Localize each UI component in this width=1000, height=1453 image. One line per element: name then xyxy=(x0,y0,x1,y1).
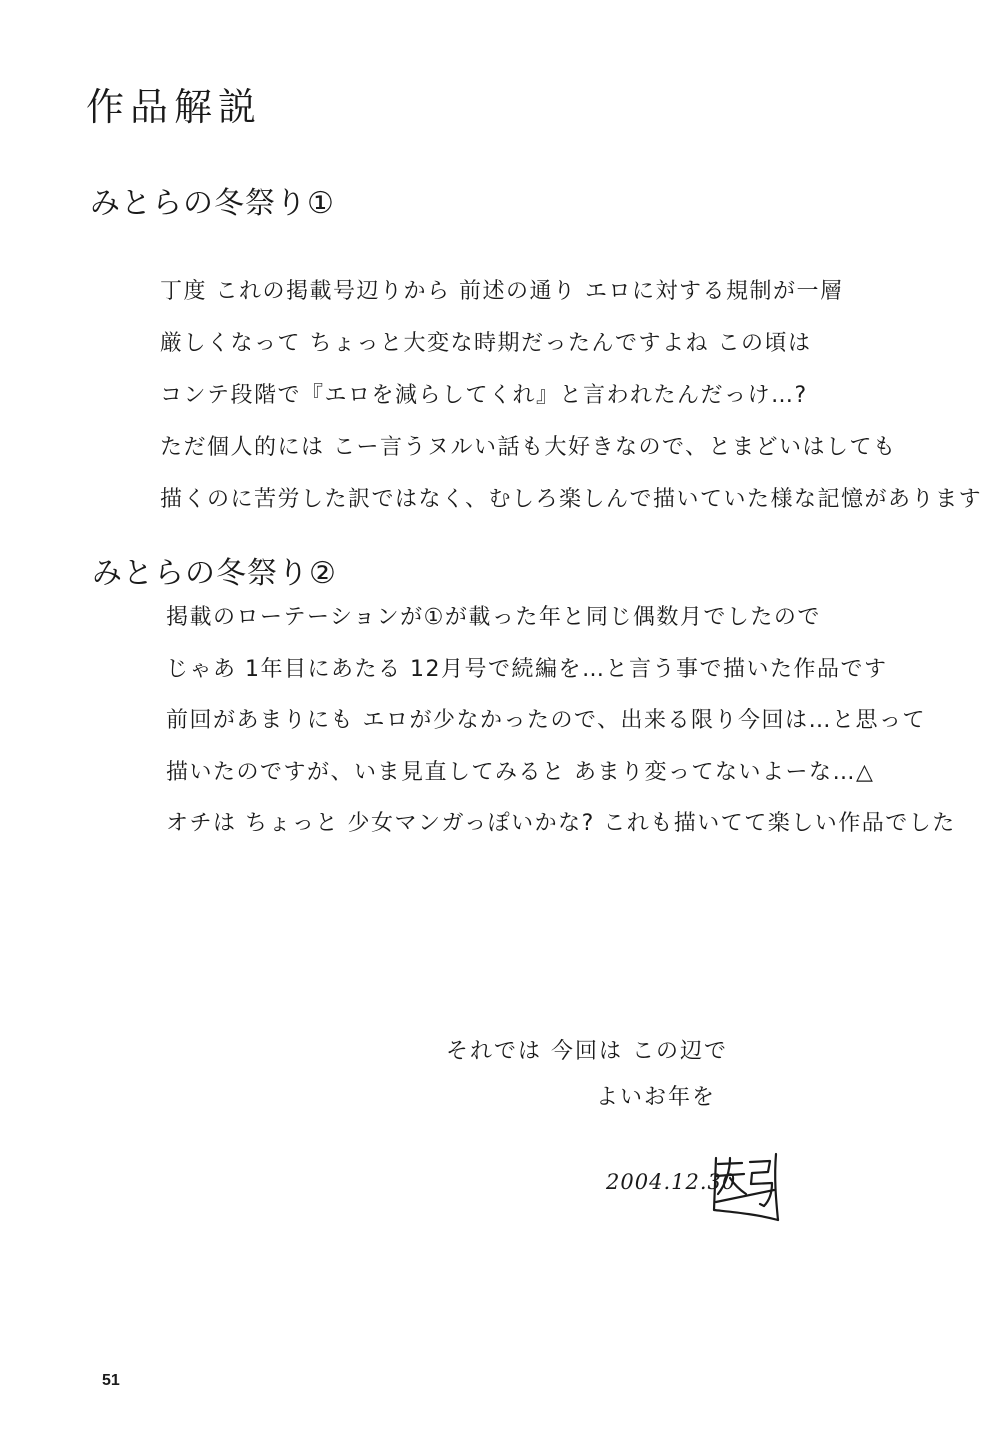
body-line: 丁度 これの掲載号辺りから 前述の通り エロに対する規制が一層 xyxy=(160,279,844,304)
section-heading-2: みとらの冬祭り② xyxy=(92,556,337,591)
date-text: 2004.12.30 xyxy=(606,1170,737,1194)
body-line: 描くのに苦労した訳ではなく、むしろ楽しんで描いていた様な記憶があります xyxy=(160,487,983,512)
body-line: ただ個人的には こー言うヌルい話も大好きなので、とまどいはしても xyxy=(160,435,897,460)
body-line: 前回があまりにも エロが少なかったので、出来る限り今回は…と思って xyxy=(166,708,927,733)
closing-line-1: それでは 今回は この辺で xyxy=(446,1039,728,1064)
body-line: コンテ段階で『エロを減らしてくれ』と言われたんだっけ…? xyxy=(160,383,808,408)
page-number: 51 xyxy=(102,1372,120,1389)
section-body-2 xyxy=(166,592,956,850)
section-heading-1: みとらの冬祭り① xyxy=(90,186,335,221)
page-title: 作品解説 xyxy=(86,85,263,129)
body-line: 厳しくなって ちょっと大変な時期だったんですよね この頃は xyxy=(160,331,812,356)
handwritten-signature xyxy=(712,1150,784,1222)
closing-line-2: よいお年を xyxy=(596,1085,717,1110)
body-line: 描いたのですが、いま見直してみると あまり変ってないよーな…△ xyxy=(166,759,875,785)
body-line: 掲載のローテーションが①が載った年と同じ偶数月でしたので xyxy=(166,605,821,630)
section-body-1 xyxy=(160,266,982,526)
body-line: オチは ちょっと 少女マンガっぽいかな? これも描いてて楽しい作品でした xyxy=(166,811,956,836)
body-line: じゃあ 1年目にあたる 12月号で続編を…と言う事で描いた作品です xyxy=(166,656,888,682)
